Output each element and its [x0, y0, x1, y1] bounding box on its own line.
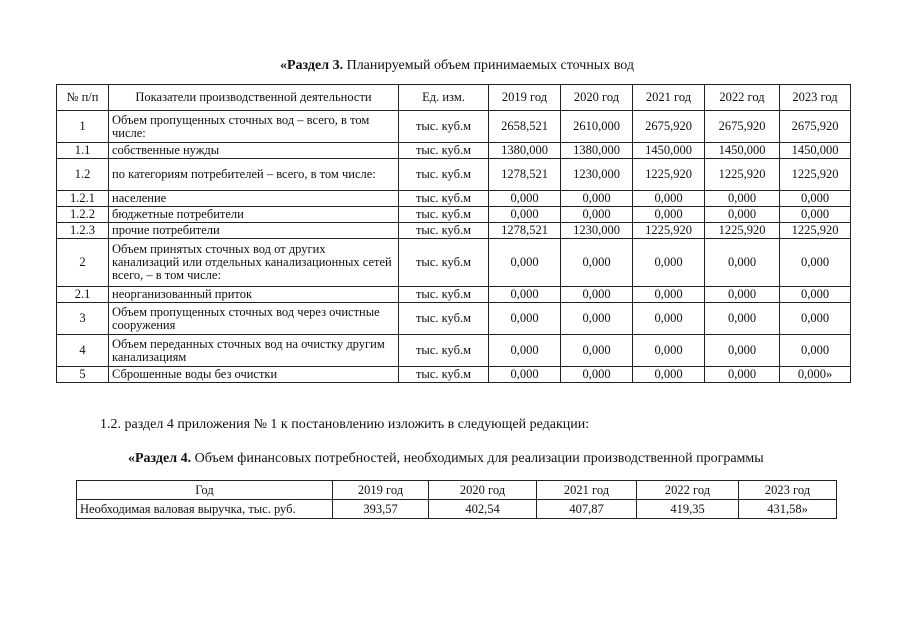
- value-cell: 0,000: [705, 207, 780, 223]
- row-number: 3: [57, 303, 109, 335]
- row-label: по категориям потребителей – всего, в том числе:: [109, 159, 399, 191]
- value-cell: 1225,920: [705, 159, 780, 191]
- table-row: [57, 159, 851, 191]
- row-label: Необходимая валовая выручка, тыс. руб.: [77, 500, 333, 519]
- value-cell: 1278,521: [489, 159, 561, 191]
- row-label: Объем пропущенных сточных вод – всего, в том числе:: [109, 111, 399, 143]
- row-label: прочие потребители: [109, 223, 399, 239]
- value-cell: 1230,000: [561, 159, 633, 191]
- section4-header-row: [77, 481, 837, 500]
- value-cell: 0,000: [780, 207, 851, 223]
- header-cell: Ед. изм.: [399, 85, 489, 111]
- row-label: Объем принятых сточных вод от других канализаций или отдельных канализационных сетей всего, – в том числе:: [109, 239, 399, 287]
- value-cell: 419,35: [637, 500, 739, 519]
- value-cell: 0,000: [561, 287, 633, 303]
- section4-title-rest: Объем финансовых потребностей, необходимых для реализации производственной программы: [191, 451, 764, 466]
- value-cell: 1450,000: [780, 143, 851, 159]
- unit-cell: тыс. куб.м: [399, 143, 489, 159]
- value-cell: 393,57: [333, 500, 429, 519]
- value-cell: 0,000: [489, 335, 561, 367]
- table-row: [57, 143, 851, 159]
- unit-cell: тыс. куб.м: [399, 239, 489, 287]
- unit-cell: тыс. куб.м: [399, 335, 489, 367]
- value-cell: 0,000: [633, 303, 705, 335]
- value-cell: 1380,000: [561, 143, 633, 159]
- header-cell: 2023 год: [780, 85, 851, 111]
- row-label: Объем пропущенных сточных вод через очистные сооружения: [109, 303, 399, 335]
- row-number: 1.2.3: [57, 223, 109, 239]
- table-row: [57, 239, 851, 287]
- table-row: [57, 303, 851, 335]
- header-cell: 2021 год: [537, 481, 637, 500]
- value-cell: 1450,000: [705, 143, 780, 159]
- instruction-paragraph: 1.2. раздел 4 приложения № 1 к постановлению изложить в следующей редакции:: [100, 417, 590, 432]
- table-row: [57, 207, 851, 223]
- value-cell: 1225,920: [633, 159, 705, 191]
- header-cell: 2022 год: [637, 481, 739, 500]
- row-label: собственные нужды: [109, 143, 399, 159]
- value-cell: 1278,521: [489, 223, 561, 239]
- value-cell: 402,54: [429, 500, 537, 519]
- row-label: население: [109, 191, 399, 207]
- value-cell: 0,000: [633, 287, 705, 303]
- value-cell: 0,000: [780, 303, 851, 335]
- value-cell: 0,000: [489, 239, 561, 287]
- header-cell: 2020 год: [561, 85, 633, 111]
- value-cell: 0,000: [489, 287, 561, 303]
- header-cell: 2022 год: [705, 85, 780, 111]
- value-cell: 0,000: [561, 191, 633, 207]
- value-cell: 1230,000: [561, 223, 633, 239]
- value-cell: 0,000: [633, 239, 705, 287]
- value-cell: 1450,000: [633, 143, 705, 159]
- value-cell: 2658,521: [489, 111, 561, 143]
- value-cell: 0,000: [561, 303, 633, 335]
- value-cell: 0,000: [705, 367, 780, 383]
- value-cell: 1225,920: [633, 223, 705, 239]
- value-cell: 431,58»: [739, 500, 837, 519]
- section4-title: [128, 451, 764, 467]
- section3-title: [280, 58, 634, 74]
- unit-cell: тыс. куб.м: [399, 191, 489, 207]
- value-cell: 0,000: [489, 191, 561, 207]
- table-row: [57, 223, 851, 239]
- header-cell: 2023 год: [739, 481, 837, 500]
- value-cell: 0,000: [561, 239, 633, 287]
- unit-cell: тыс. куб.м: [399, 287, 489, 303]
- table-row: [57, 111, 851, 143]
- value-cell: 2675,920: [780, 111, 851, 143]
- value-cell: 0,000: [780, 335, 851, 367]
- value-cell: 0,000: [780, 287, 851, 303]
- value-cell: 0,000: [705, 303, 780, 335]
- section3-title-prefix: «Раздел 3.: [280, 58, 344, 73]
- value-cell: 0,000: [780, 191, 851, 207]
- row-label: Сброшенные воды без очистки: [109, 367, 399, 383]
- value-cell: 407,87: [537, 500, 637, 519]
- value-cell: 2675,920: [633, 111, 705, 143]
- unit-cell: тыс. куб.м: [399, 159, 489, 191]
- header-cell: 2021 год: [633, 85, 705, 111]
- value-cell: 0,000: [705, 191, 780, 207]
- row-number: 1.2: [57, 159, 109, 191]
- row-label: бюджетные потребители: [109, 207, 399, 223]
- value-cell: 0,000: [705, 239, 780, 287]
- header-cell: Год: [77, 481, 333, 500]
- unit-cell: тыс. куб.м: [399, 303, 489, 335]
- header-cell: Показатели производственной деятельности: [109, 85, 399, 111]
- section4-table: [76, 480, 837, 519]
- value-cell: 0,000: [633, 335, 705, 367]
- value-cell: 0,000: [561, 335, 633, 367]
- row-label: неорганизованный приток: [109, 287, 399, 303]
- value-cell: 1225,920: [705, 223, 780, 239]
- unit-cell: тыс. куб.м: [399, 367, 489, 383]
- value-cell: 0,000: [705, 287, 780, 303]
- header-cell: 2020 год: [429, 481, 537, 500]
- value-cell: 0,000: [633, 207, 705, 223]
- value-cell: 0,000: [561, 367, 633, 383]
- value-cell: 1225,920: [780, 159, 851, 191]
- section4-title-prefix: «Раздел 4.: [128, 451, 192, 466]
- row-number: 1.2.1: [57, 191, 109, 207]
- table-row: [57, 287, 851, 303]
- value-cell: 0,000: [780, 239, 851, 287]
- value-cell: 1225,920: [780, 223, 851, 239]
- value-cell: 0,000: [633, 367, 705, 383]
- section3-table: [56, 84, 851, 383]
- row-label: Объем переданных сточных вод на очистку другим канализациям: [109, 335, 399, 367]
- value-cell: 1380,000: [489, 143, 561, 159]
- table-row: [57, 191, 851, 207]
- value-cell: 0,000»: [780, 367, 851, 383]
- unit-cell: тыс. куб.м: [399, 207, 489, 223]
- value-cell: 2675,920: [705, 111, 780, 143]
- header-cell: № п/п: [57, 85, 109, 111]
- row-number: 1: [57, 111, 109, 143]
- value-cell: 0,000: [561, 207, 633, 223]
- row-number: 2: [57, 239, 109, 287]
- table-row: [77, 500, 837, 519]
- table-row: [57, 367, 851, 383]
- row-number: 5: [57, 367, 109, 383]
- row-number: 1.2.2: [57, 207, 109, 223]
- unit-cell: тыс. куб.м: [399, 111, 489, 143]
- row-number: 2.1: [57, 287, 109, 303]
- value-cell: 0,000: [489, 367, 561, 383]
- header-cell: 2019 год: [489, 85, 561, 111]
- section3-header-row: [57, 85, 851, 111]
- row-number: 4: [57, 335, 109, 367]
- table-row: [57, 335, 851, 367]
- value-cell: 0,000: [489, 303, 561, 335]
- row-number: 1.1: [57, 143, 109, 159]
- value-cell: 2610,000: [561, 111, 633, 143]
- value-cell: 0,000: [489, 207, 561, 223]
- value-cell: 0,000: [633, 191, 705, 207]
- value-cell: 0,000: [705, 335, 780, 367]
- header-cell: 2019 год: [333, 481, 429, 500]
- unit-cell: тыс. куб.м: [399, 223, 489, 239]
- section3-title-rest: Планируемый объем принимаемых сточных вод: [343, 58, 634, 73]
